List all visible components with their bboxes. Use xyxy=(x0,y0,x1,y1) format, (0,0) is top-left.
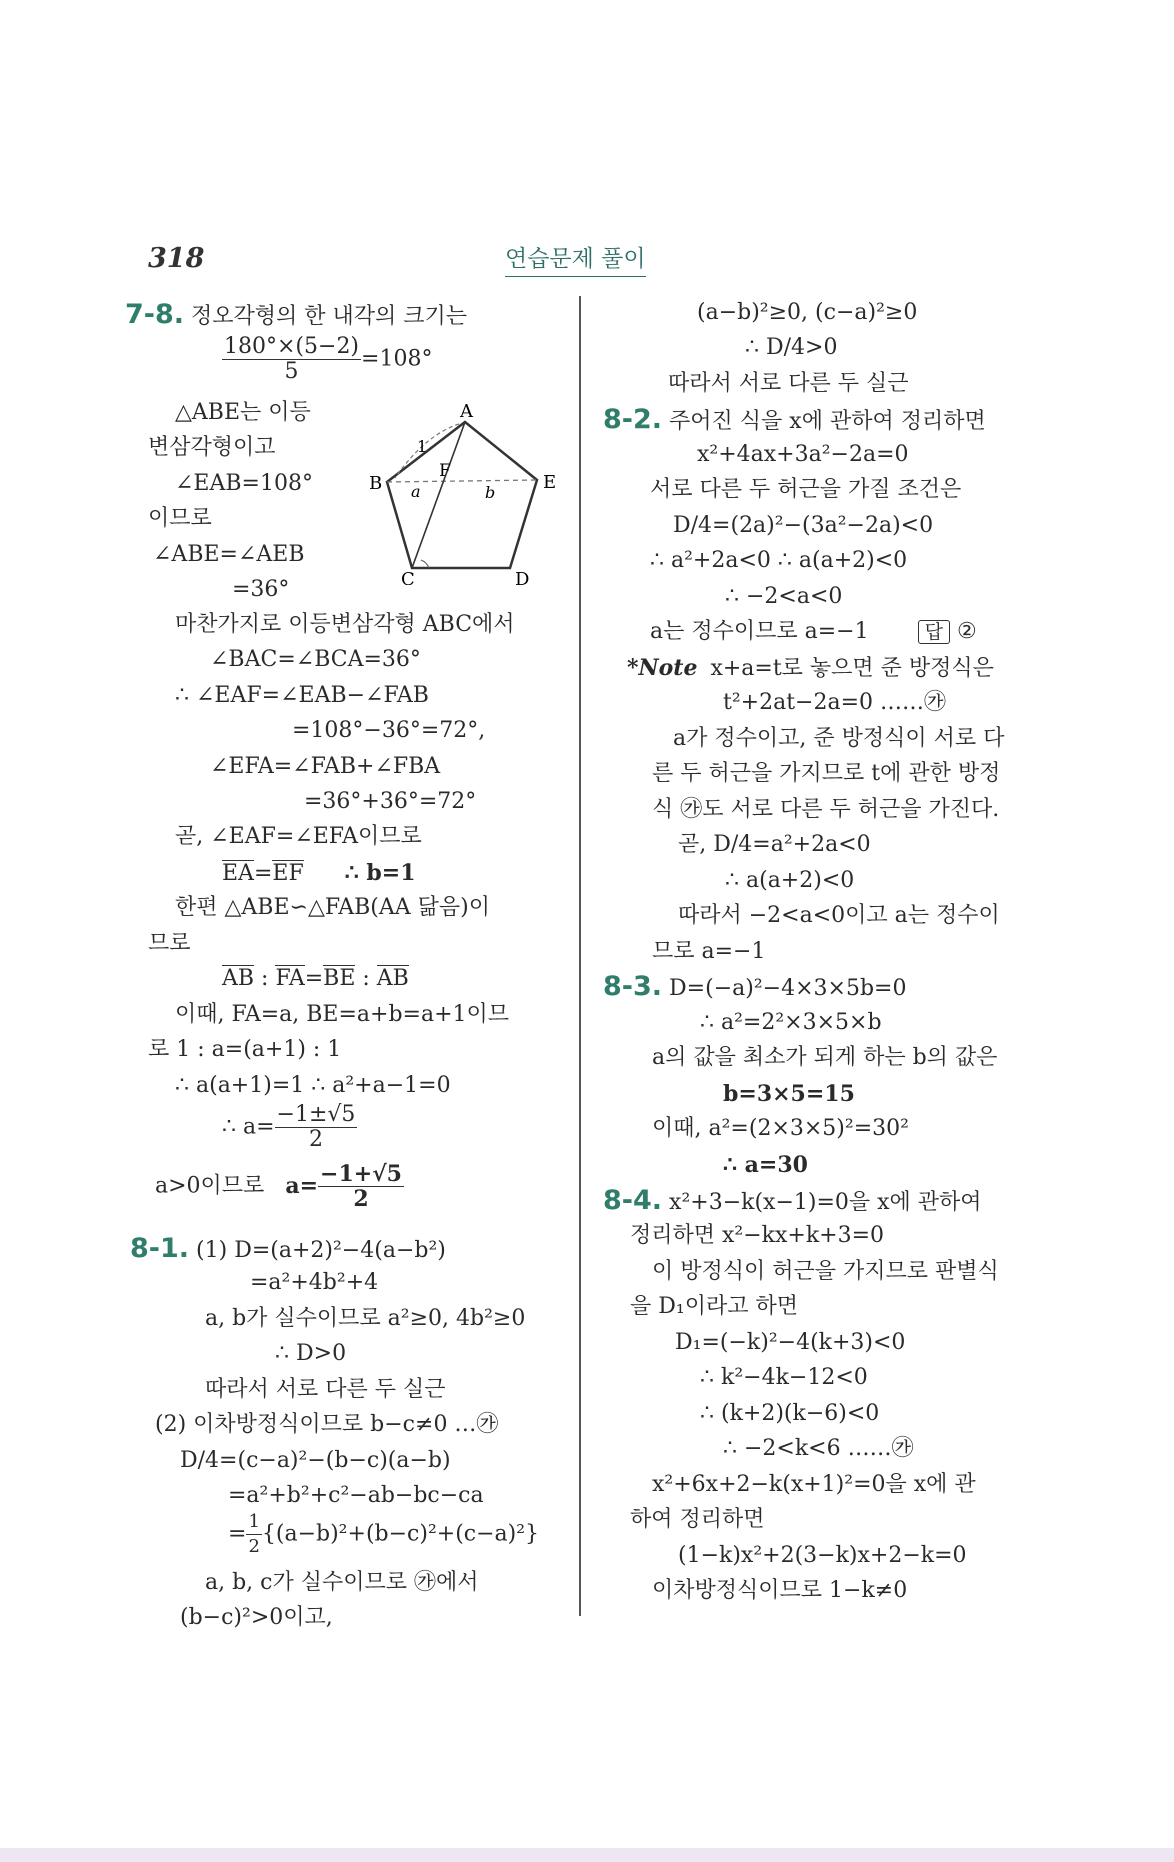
solution-denominator: 2 xyxy=(308,1127,323,1152)
side-length-label: 1 xyxy=(417,437,428,456)
result-b: ∴ b=1 xyxy=(344,860,416,886)
segment-ab: AB xyxy=(222,966,255,991)
text-line: ∠EAB=108° xyxy=(175,471,313,496)
text-line: 한편 △ABE∽△FAB(AA 닮음)이 xyxy=(175,895,490,920)
problem-8-4-label: 8-4. xyxy=(603,1185,663,1216)
answer-numerator: −1+√5 xyxy=(320,1161,402,1187)
problem-8-4-header xyxy=(603,1186,982,1218)
text-line: ∴ a²+2a<0 ∴ a(a+2)<0 xyxy=(650,548,908,573)
final-answer-line xyxy=(155,1162,404,1211)
half-numerator: 1 xyxy=(246,1510,261,1535)
segment-ab-2: AB xyxy=(376,966,409,991)
text-line: x²+4ax+3a²−2a=0 xyxy=(697,442,909,467)
page-number: 318 xyxy=(148,243,205,274)
problem-8-2-header xyxy=(603,405,986,437)
page-edge-strip xyxy=(0,1848,1174,1862)
answer-box: 답 xyxy=(918,620,950,644)
vertex-e-label: E xyxy=(543,472,557,493)
condition-text: a>0이므로 xyxy=(155,1173,265,1199)
problem-7-8-label: 7-8. xyxy=(125,299,185,330)
result-b-value: b=3×5=15 xyxy=(723,1081,855,1107)
text-line: t²+2at−2a=0 ……㉮ xyxy=(723,690,947,715)
text-line: 므로 xyxy=(148,931,191,956)
problem-7-8-header xyxy=(125,300,467,332)
text-line: a, b, c가 실수이므로 ㉮에서 xyxy=(205,1570,479,1595)
half-sum-line xyxy=(228,1510,539,1559)
text-line: a의 값을 최소가 되게 하는 b의 값은 xyxy=(652,1045,998,1070)
column-divider xyxy=(579,296,581,1616)
result-a-value: ∴ a=30 xyxy=(723,1152,808,1178)
equals-sign: = xyxy=(253,861,273,886)
text-line: D/4=(2a)²−(3a²−2a)<0 xyxy=(673,513,934,538)
interior-angle-formula xyxy=(222,335,432,384)
text-line: ∴ −2<a<0 xyxy=(725,584,843,609)
problem-8-4-intro: x²+3−k(x−1)=0을 x에 관하여 xyxy=(669,1190,982,1215)
problem-8-2-label: 8-2. xyxy=(603,404,663,435)
text-line: =a²+b²+c²−ab−bc−ca xyxy=(228,1483,484,1508)
text-line: ∠BAC=∠BCA=36° xyxy=(210,647,421,672)
text-line: ∴ a(a+1)=1 ∴ a²+a−1=0 xyxy=(175,1073,451,1098)
text-line: 을 D₁이라고 하면 xyxy=(630,1294,798,1319)
text-line: (1−k)x²+2(3−k)x+2−k=0 xyxy=(678,1543,967,1568)
answer-text: a는 정수이므로 a=−1 xyxy=(650,619,869,644)
problem-8-1-header xyxy=(130,1234,446,1266)
sum-of-squares: {(a−b)²+(b−c)²+(c−a)²} xyxy=(261,1521,540,1547)
equals-sign: = xyxy=(228,1521,247,1547)
answer-choice: ② xyxy=(956,619,977,644)
segment-equality-line xyxy=(222,858,416,889)
text-line: ∠EFA=∠FAB+∠FBA xyxy=(210,754,441,779)
text-line: 서로 다른 두 허근을 가질 조건은 xyxy=(650,477,962,502)
text-line: 른 두 허근을 가지므로 t에 관한 방정 xyxy=(652,761,1001,786)
text-line: ∴ ∠EAF=∠EAB−∠FAB xyxy=(175,683,429,708)
problem-8-3-label: 8-3. xyxy=(603,971,663,1002)
answer-denominator: 2 xyxy=(353,1186,369,1212)
proportion-line: AB : FA=BE : AB xyxy=(222,966,409,991)
answer-line xyxy=(650,617,977,647)
problem-8-1-label: 8-1. xyxy=(130,1233,190,1264)
text-line: 로 1 : a=(a+1) : 1 xyxy=(148,1037,342,1062)
text-line: ∴ a(a+2)<0 xyxy=(725,868,855,893)
therefore-a: ∴ a= xyxy=(222,1114,275,1140)
text-line: 이때, FA=a, BE=a+b=a+1이므 xyxy=(175,1002,510,1027)
text-line: ∴ D/4>0 xyxy=(745,335,838,360)
vertex-c-label: C xyxy=(401,569,415,585)
text-line: a, b가 실수이므로 a²≥0, 4b²≥0 xyxy=(205,1306,526,1331)
note-label: *Note xyxy=(627,655,698,681)
vertex-a-label: A xyxy=(460,401,473,422)
segment-ef: EF xyxy=(272,861,304,886)
segment-be: BE xyxy=(323,966,356,991)
text-line: a가 정수이고, 준 방정식이 서로 다 xyxy=(673,726,1005,751)
text-line: D₁=(−k)²−4(k+3)<0 xyxy=(675,1330,906,1355)
text-line: (a−b)²≥0, (c−a)²≥0 xyxy=(697,300,918,325)
text-line: ∴ k²−4k−12<0 xyxy=(700,1365,868,1390)
problem-8-3-header xyxy=(603,972,906,1004)
note-header xyxy=(627,653,994,684)
problem-8-3-intro: D=(−a)²−4×3×5b=0 xyxy=(669,976,907,1001)
text-line: 이때, a²=(2×3×5)²=30² xyxy=(652,1116,909,1141)
text-line: 이므로 xyxy=(148,506,212,531)
segment-fa: FA xyxy=(275,966,305,991)
text-line: △ABE는 이등 xyxy=(175,400,311,425)
segment-a-label: a xyxy=(411,482,421,501)
text-line: ∴ D>0 xyxy=(275,1341,347,1366)
segment-ea: EA xyxy=(222,861,254,886)
formula-numerator: 180°×(5−2) xyxy=(224,334,360,359)
vertex-d-label: D xyxy=(515,569,530,585)
text-line: 따라서 −2<a<0이고 a는 정수이 xyxy=(678,903,1000,928)
text-line: 식 ㉮도 서로 다른 두 허근을 가진다. xyxy=(652,797,1000,822)
text-line: 정리하면 x²−kx+k+3=0 xyxy=(630,1223,885,1248)
text-line: ∴ (k+2)(k−6)<0 xyxy=(700,1401,880,1426)
page-header-title: 연습문제 풀이 xyxy=(505,240,646,277)
text-line: 곧, D/4=a²+2a<0 xyxy=(678,832,871,857)
text-line: 이 방정식이 허근을 가지므로 판별식 xyxy=(652,1259,999,1284)
text-line: =108°−36°=72°, xyxy=(292,718,486,743)
segment-b-label: b xyxy=(485,483,496,502)
point-f-label: F xyxy=(439,461,451,481)
text-line: ∴ a²=2²×3×5×b xyxy=(700,1010,882,1035)
text-line: =a²+4b²+4 xyxy=(250,1270,379,1295)
formula-result: =108° xyxy=(361,346,433,372)
text-line: 하여 정리하면 xyxy=(630,1507,765,1532)
text-line: x²+6x+2−k(x+1)²=0을 x에 관 xyxy=(652,1472,976,1497)
solution-numerator: −1±√5 xyxy=(276,1102,356,1127)
text-line: =36°+36°=72° xyxy=(304,789,477,814)
text-line: 따라서 서로 다른 두 실근 xyxy=(205,1377,446,1402)
text-line: ∠ABE=∠AEB xyxy=(153,542,305,567)
problem-8-1-part1: (1) D=(a+2)²−4(a−b²) xyxy=(196,1238,446,1263)
text-line: =36° xyxy=(232,577,290,602)
vertex-b-label: B xyxy=(369,473,383,494)
answer-a: a= xyxy=(285,1172,319,1199)
note-intro: x+a=t로 놓으면 준 방정식은 xyxy=(710,656,994,681)
problem-7-8-intro: 정오각형의 한 내각의 크기는 xyxy=(191,304,468,329)
half-denominator: 2 xyxy=(248,1536,260,1557)
formula-denominator: 5 xyxy=(284,359,299,384)
text-line: ∴ −2<k<6 ……㉮ xyxy=(723,1436,914,1461)
text-line: 마찬가지로 이등변삼각형 ABC에서 xyxy=(175,612,515,637)
text-line: D/4=(c−a)²−(b−c)(a−b) xyxy=(180,1448,451,1473)
pentagon-figure xyxy=(365,400,570,585)
text-line: (b−c)²>0이고, xyxy=(180,1605,333,1630)
problem-8-2-intro: 주어진 식을 x에 관하여 정리하면 xyxy=(669,409,986,434)
text-line: 곧, ∠EAF=∠EFA이므로 xyxy=(175,824,422,849)
text-line: 이차방정식이므로 1−k≠0 xyxy=(652,1578,908,1603)
text-line: 따라서 서로 다른 두 실근 xyxy=(668,371,909,396)
quadratic-solution-line xyxy=(222,1103,357,1152)
text-line: 변삼각형이고 xyxy=(148,435,276,460)
text-line: (2) 이차방정식이므로 b−c≠0 …㉮ xyxy=(155,1412,499,1437)
text-line: 므로 a=−1 xyxy=(652,939,766,964)
